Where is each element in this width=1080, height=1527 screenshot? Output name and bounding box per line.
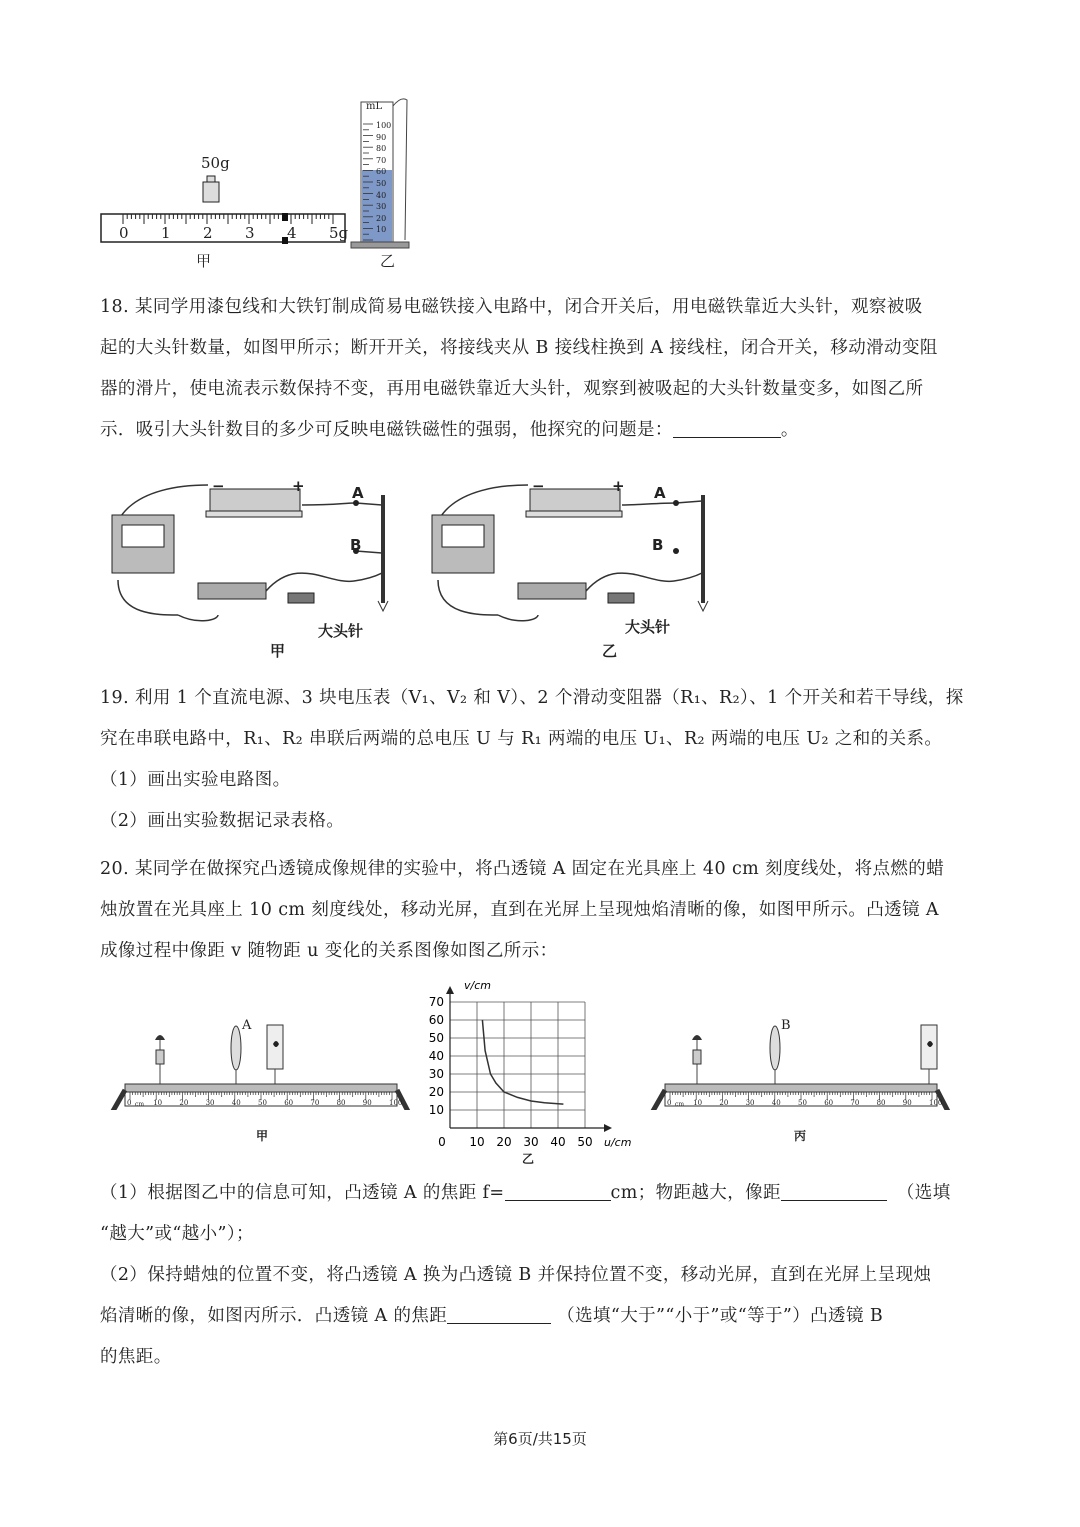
cylinder-tick-label: 10 <box>376 225 387 235</box>
cylinder-tick-label: 40 <box>376 190 387 200</box>
q19-line: 19. 利用 1 个直流电源、3 块电压表（V₁、V₂ 和 V）、2 个滑动变阻器（R₁、R₂）、1 个开关和若干导线，探 <box>100 688 964 708</box>
caption-jia: 甲 <box>196 252 212 270</box>
answer-blank[interactable] <box>673 420 781 439</box>
cylinder-tick-label: 70 <box>376 155 387 165</box>
cylinder-tick-label: 50 <box>376 179 387 188</box>
label-a: A <box>352 484 364 502</box>
scale-tick-label: 3 <box>245 224 255 242</box>
q20-line: 成像过程中像距 v 随物距 u 变化的关系图像如图乙所示： <box>100 941 558 961</box>
scale-tick-label: 5g <box>329 224 349 242</box>
answer-blank[interactable] <box>781 1183 887 1202</box>
bench-tick-label: 60 <box>824 1099 834 1107</box>
cylinder-tick-label: 90 <box>376 132 387 142</box>
lens-a-label: A <box>242 1018 252 1033</box>
bench-tick-label: 80 <box>336 1099 346 1107</box>
bench-tick-label: 50 <box>798 1099 807 1107</box>
x-tick-label: 0 <box>438 1135 446 1149</box>
scale-tick-label: 1 <box>161 224 171 242</box>
q20-sub2-end: 的焦距。 <box>100 1347 172 1367</box>
bench-tick-label: 10 <box>693 1099 703 1107</box>
q18-line: 18. 某同学用漆包线和大铁钉制成简易电磁铁接入电路中，闭合开关后，用电磁铁靠近大头针，观察被吸 <box>100 297 923 317</box>
x-tick-label: 30 <box>523 1135 539 1149</box>
minus-terminal: − <box>532 477 545 495</box>
q18-line-last: 示．吸引大头针数目的多少可反映电磁铁磁性的强弱，他探究的问题是： 。 <box>100 420 799 440</box>
x-tick-label: 50 <box>577 1135 593 1149</box>
bench-tick-label: 40 <box>231 1099 241 1107</box>
caption-yi: 乙 <box>380 252 396 270</box>
q18-line: 器的滑片，使电流表示数保持不变，再用电磁铁靠近大头针，观察到被吸起的大头针数量变多，如图乙所 <box>100 379 924 399</box>
caption-jia: 甲 <box>256 1129 269 1143</box>
bench-tick-label: 0 <box>127 1099 132 1107</box>
bench-tick-label: 20 <box>719 1099 729 1107</box>
bench-tick-label: 100 <box>929 1099 943 1107</box>
pins-label: 大头针 <box>318 622 364 640</box>
q20-sub2: （2）保持蜡烛的位置不变，将凸透镜 A 换为凸透镜 B 并保持位置不变，移动光屏，直到在光屏上呈现烛 <box>100 1265 932 1285</box>
y-tick-label: 60 <box>428 1013 444 1027</box>
plus-terminal: + <box>612 477 625 495</box>
y-tick-label: 50 <box>428 1031 444 1045</box>
y-tick-label: 40 <box>428 1049 444 1063</box>
bench-tick-label: 100 <box>389 1099 403 1107</box>
label-a: A <box>654 484 666 502</box>
lens-b-label: B <box>781 1018 791 1033</box>
answer-blank[interactable] <box>505 1183 611 1202</box>
question-20 <box>100 849 980 972</box>
q19-sub1: （1）画出实验电路图。 <box>100 770 291 790</box>
bench-tick-label: 50 <box>258 1099 267 1107</box>
plus-terminal: + <box>292 477 305 495</box>
q20-sub2-cont: 焰清晰的像，如图丙所示．凸透镜 A 的焦距 （选填“大于”“小于”或“等于”）凸透镜 B <box>100 1306 884 1326</box>
bench-tick-label: 80 <box>876 1099 886 1107</box>
q20-sub1-cont: “越大”或“越小”）； <box>100 1224 254 1244</box>
bench-tick-label: 70 <box>850 1099 860 1107</box>
circuit-yi <box>432 485 708 621</box>
bench-tick-label: 90 <box>362 1099 372 1107</box>
cylinder-tick-label: 30 <box>376 202 387 212</box>
bench-tick-label: 0 <box>667 1099 672 1107</box>
q20-line: 20. 某同学在做探究凸透镜成像规律的实验中，将凸透镜 A 固定在光具座上 40 cm 刻度线处，将点燃的蜡 <box>100 859 945 879</box>
question-18 <box>100 287 980 451</box>
answer-blank[interactable] <box>447 1306 551 1325</box>
vu-chart <box>420 980 650 1155</box>
cylinder-tick-label: 100 <box>376 121 392 130</box>
y-tick-label: 20 <box>428 1085 444 1099</box>
bench-tick-label: 90 <box>902 1099 912 1107</box>
cylinder-unit: mL <box>366 101 383 112</box>
bench-tick-label: 40 <box>771 1099 781 1107</box>
q20-line: 烛放置在光具座上 10 cm 刻度线处，移动光屏，直到在光屏上呈现烛焰清晰的像，如图甲所示。凸透镜 A <box>100 900 939 920</box>
label-b: B <box>350 536 362 554</box>
caption-bing: 丙 <box>794 1129 807 1143</box>
q20-sub1: （1）根据图乙中的信息可知，凸透镜 A 的焦距 f= cm；物距越大，像距 （选填 <box>100 1183 951 1203</box>
label-b: B <box>652 536 664 554</box>
series-line <box>482 1020 563 1104</box>
bench-tick-label: 10 <box>153 1099 163 1107</box>
x-tick-label: 40 <box>550 1135 566 1149</box>
bench-tick-label: 30 <box>745 1099 755 1107</box>
caption-jia: 甲 <box>270 642 286 660</box>
page-footer: 第6页/共15页 <box>493 1430 587 1448</box>
q19-line: 究在串联电路中，R₁、R₂ 串联后两端的总电压 U 与 R₁ 两端的电压 U₁、R₂ 两端的电压 U₂ 之和的关系。 <box>100 729 943 749</box>
fig17 <box>95 92 425 272</box>
bench-tick-label: 20 <box>179 1099 189 1107</box>
x-tick-label: 20 <box>496 1135 512 1149</box>
cylinder-tick-label: 80 <box>376 144 387 154</box>
cylinder-tick-label: 20 <box>376 213 387 223</box>
y-axis-label: v/cm <box>464 980 491 992</box>
bench-labels-jia <box>105 1020 415 1110</box>
q19-sub2: （2）画出实验数据记录表格。 <box>100 811 345 831</box>
bench-labels-bing <box>645 1020 955 1110</box>
weight-label: 50g <box>201 154 230 172</box>
caption-yi: 乙 <box>522 1152 535 1166</box>
bench-unit-label: cm <box>135 1101 145 1108</box>
x-axis-label: u/cm <box>604 1136 632 1149</box>
pins-label: 大头针 <box>625 618 671 636</box>
q18-line: 起的大头针数量，如图甲所示；断开开关，将接线夹从 B 接线柱换到 A 接线柱，闭合开关，移动滑动变阻 <box>100 338 938 358</box>
bench-tick-label: 60 <box>284 1099 294 1107</box>
bench-tick-label: 70 <box>310 1099 320 1107</box>
y-tick-label: 70 <box>428 995 444 1009</box>
question-20-parts <box>100 1173 980 1378</box>
x-tick-label: 10 <box>469 1135 485 1149</box>
minus-terminal: − <box>212 477 225 495</box>
circuit-jia <box>112 485 388 621</box>
scale-tick-label: 2 <box>203 224 213 242</box>
caption-yi: 乙 <box>602 642 618 660</box>
scale-tick-label: 0 <box>119 224 129 242</box>
question-19 <box>100 678 980 842</box>
bench-unit-label: cm <box>675 1101 685 1108</box>
bench-tick-label: 30 <box>205 1099 215 1107</box>
y-tick-label: 30 <box>428 1067 444 1081</box>
scale-tick-label: 4 <box>287 224 297 242</box>
cylinder-tick-label: 60 <box>376 167 387 177</box>
y-tick-label: 10 <box>428 1103 444 1117</box>
